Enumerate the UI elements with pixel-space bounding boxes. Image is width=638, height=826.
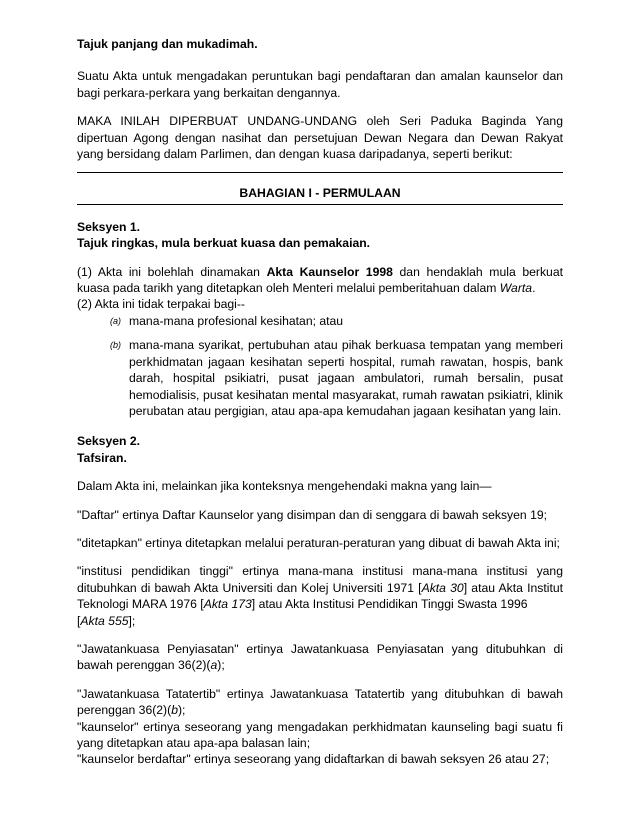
list-text-a: mana-mana profesional kesihatan; atau (129, 313, 344, 328)
list-text-b: mana-mana syarikat, pertubuhan atau pihak berkuasa tempatan yang memberi perkhidmatan jagaan kesihatan seperti hospital, rumah rawatan, hospis, bank darah, hospital psikiatri, pusat jagaan ambulatori, rumah bersalin, pusat hemodialisis, pusat kesihatan mental masyarakat, rumah rawatan psikiatri, klinik perubatan atau pergigian, atau apa-apa kemudahan jagaan kesihatan yang lain. (129, 338, 563, 418)
list-item-a (110, 313, 563, 329)
ipt-bracket-open: [ (77, 613, 81, 628)
definition-daftar: "Daftar" ertinya Daftar Kaunselor yang disimpan dan di senggara di bawah seksyen 19; (77, 507, 548, 522)
ipt-bracket-close: ]; (128, 613, 136, 628)
ipt-akta-30: Akta 30 (421, 580, 464, 595)
preamble-paragraph: Suatu Akta untuk mengadakan peruntukan bagi pendaftaran dan amalan kaunselor dan bagi perkara-perkara yang berkaitan dengannya. (77, 69, 563, 100)
act-name: Akta Kaunselor 1998 (266, 264, 393, 279)
jp-text-2: ); (217, 658, 225, 673)
subsection-1-text-b: dan hendaklah mula berkuat kuasa pada tarikh yang ditetapkan oleh Menteri melalui pemberitahuan dalam (77, 264, 563, 296)
enacting-formula-paragraph: MAKA INILAH DIPERBUAT UNDANG-UNDANG oleh Seri Paduka Baginda Yang dipertuan Agong dengan nasihat dan persetujuan Dewan Negara dan Dewan Rakyat yang bersidang dalam Parlimen, dan dengan kuasa daripadanya, seperti berikut: (77, 114, 563, 162)
ipt-text-3: ] atau Akta Institusi Pendidikan Tinggi Swasta 1996 (251, 597, 528, 612)
warta-term: Warta (499, 281, 533, 296)
section-2-intro: Dalam Akta ini, melainkan jika konteksnya mengehendaki makna yang lain— (77, 479, 492, 494)
definition-kaunselor: "kaunselor" ertinya seseorang yang mengadakan perkhidmatan kaunseling bagi suatu fi yang ditetapkan atau apa-apa balasan lain; (77, 719, 563, 750)
definition-jawatankuasa-penyiasatan (77, 641, 563, 674)
section-1-title: Tajuk ringkas, mula berkuat kuasa dan pemakaian. (77, 236, 371, 251)
long-title-heading: Tajuk panjang dan mukadimah. (77, 37, 258, 51)
list-marker-b: (b) (110, 340, 121, 351)
definition-jawatankuasa-tatatertib (77, 686, 563, 719)
ipt-text-1: "institusi pendidikan tinggi" ertinya mana-mana institusi mana-mana institusi yang ditubuhkan di bawah Akta Universiti dan Kolej Universiti 1971 [ (77, 564, 563, 595)
document-page (77, 36, 563, 768)
section-1-number: Seksyen 1. (77, 219, 141, 234)
ipt-akta-173: Akta 173 (203, 597, 252, 612)
jt-para-b: b (171, 703, 178, 718)
ipt-text-2: ] atau Akta Institut Teknologi MARA 1976 [ (77, 580, 563, 612)
section-1-subsection-1 (77, 264, 563, 297)
list-marker-a: (a) (110, 315, 121, 326)
list-item-b (110, 337, 563, 419)
definition-ditetapkan: "ditetapkan" ertinya ditetapkan melalui peraturan-peraturan yang dibuat di bawah Akta ini; (77, 535, 560, 550)
jt-text-1: "Jawatankuasa Tatatertib" ertinya Jawatankuasa Tatatertib yang ditubuhkan di bawah perenggan 36(2)( (77, 686, 563, 718)
part-heading: BAHAGIAN I - PERMULAAN (77, 185, 563, 204)
jt-text-2: ); (177, 703, 186, 718)
subsection-1-end: . (532, 281, 536, 296)
subsection-1-text-a: (1) Akta ini bolehlah dinamakan (77, 264, 267, 279)
section-1-subsection-2: (2) Akta ini tidak terpakai bagi-- (77, 297, 245, 312)
section-2-number: Seksyen 2. (77, 434, 141, 449)
jp-text-1: "Jawatankuasa Penyiasatan" ertinya Jawatankuasa Penyiasatan yang ditubuhkan di bawah perenggan 36(2)( (77, 641, 563, 673)
jp-para-a: a (210, 658, 218, 673)
ipt-akta-555: Akta 555 (80, 613, 129, 628)
section-2-title: Tafsiran. (77, 450, 127, 465)
definition-kaunselor-berdaftar: "kaunselor berdaftar" ertinya seseorang yang didaftarkan di bawah seksyen 26 atau 27; (77, 752, 550, 767)
definition-ipt-citation (77, 613, 563, 629)
definition-institusi-pendidikan-tinggi (77, 563, 563, 612)
